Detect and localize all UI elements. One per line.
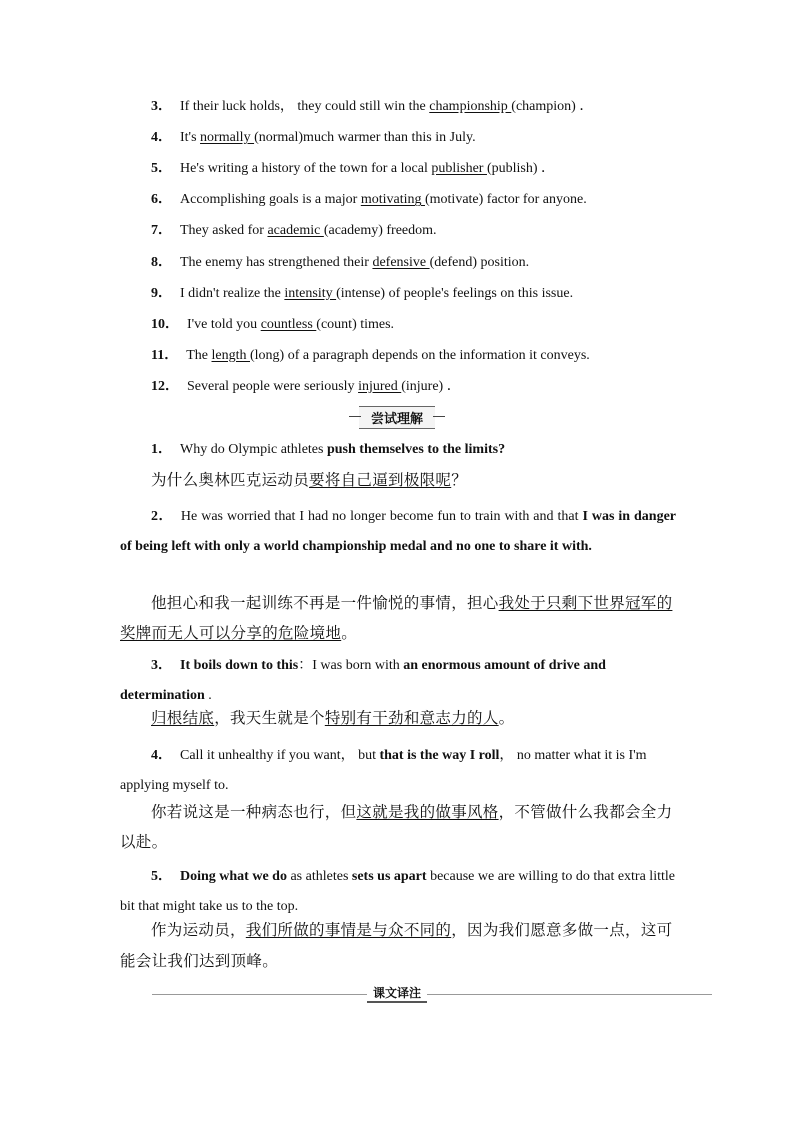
- key-phrase: that is the way I roll: [379, 748, 500, 763]
- translation-key-phrase: 归根结底: [151, 709, 215, 727]
- section-heading-label: 尝试理解: [359, 406, 435, 429]
- sentence-text: The enemy has strengthened their: [180, 254, 373, 270]
- answer-blank: academic: [267, 223, 324, 239]
- sentence-text: (champion) ．: [511, 99, 594, 114]
- sentence-text: The: [186, 347, 212, 363]
- item-number: 2．: [151, 509, 173, 524]
- sentence-text: Accomplishing goals is a major: [180, 192, 361, 208]
- item-number: 3．: [151, 658, 172, 673]
- translation-text: ，因为我们愿意多做一点，这可能会让我们达到顶峰。: [120, 921, 673, 970]
- vocab-item: [151, 284, 794, 304]
- item-number: 1．: [151, 442, 172, 457]
- answer-blank: defensive: [372, 254, 430, 270]
- vocab-item: [151, 253, 794, 273]
- understanding-item-1-en: [151, 440, 794, 460]
- vocab-item: [151, 315, 794, 335]
- item-number: 5．: [151, 869, 172, 884]
- understanding-item-3-en: [120, 651, 676, 711]
- item-number: 7．: [151, 223, 172, 239]
- vocab-item: [151, 190, 794, 210]
- translation-text: ？: [451, 471, 468, 489]
- translation-text: 为什么奥林匹克运动员: [151, 471, 310, 489]
- item-number: 12．: [151, 378, 179, 394]
- sentence-text: because we are willing to do that extra little bit that might take us to the top.: [120, 869, 675, 914]
- sentence-text: I didn't realize the: [180, 285, 285, 301]
- item-number: 10．: [151, 316, 179, 332]
- vocab-item: [151, 377, 794, 397]
- translation-key-phrase: 要将自己逼到极限呢: [309, 471, 452, 489]
- footer-heading-label: 课文译注: [367, 984, 427, 1003]
- vocab-item: [151, 159, 794, 179]
- section-heading: [0, 406, 794, 428]
- sentence-text: ， no matter what it is I'm applying myself to.: [120, 748, 647, 793]
- translation-text: ，不管做什么我都会全力以赴。: [120, 803, 673, 851]
- sentence-text: (motivate) factor for anyone.: [424, 192, 587, 208]
- key-phrase: I was in danger of being left with only a world championship medal and no one to share it with.: [120, 509, 677, 554]
- translation-key-phrase: 我们所做的事情是与众不同的: [245, 921, 452, 939]
- understanding-item-4-cn: [120, 797, 676, 857]
- answer-blank: publisher: [431, 161, 487, 177]
- item-number: 6．: [151, 192, 172, 208]
- item-number: 9．: [151, 285, 172, 301]
- key-phrase: an enormous amount of drive and determination: [120, 658, 606, 703]
- understanding-item-2-en: [120, 502, 676, 562]
- sentence-text: Why do Olympic athletes: [180, 442, 327, 457]
- translation-text: 他担心和我一起训练不再是一件愉悦的事情，担心: [151, 594, 499, 612]
- translation-text: 。: [341, 624, 358, 642]
- answer-blank: championship: [429, 99, 512, 114]
- translation-key-phrase: 这就是我的做事风格: [356, 803, 499, 821]
- translation-key-phrase: 特别有干劲和意志力的人: [324, 709, 499, 727]
- understanding-item-5-cn: [120, 915, 676, 977]
- understanding-item-2-cn: [120, 588, 676, 648]
- sentence-text: I've told you: [187, 316, 261, 332]
- key-phrase: push themselves to the limits?: [326, 442, 506, 457]
- understanding-item-4-en: [120, 741, 676, 801]
- understanding-item-5-en: [120, 862, 676, 922]
- sentence-text: .: [204, 688, 212, 703]
- sentence-text: He's writing a history of the town for a local: [180, 161, 432, 177]
- translation-text: 。: [498, 709, 515, 727]
- vocab-item: [151, 221, 794, 241]
- translation-text: 你若说这是一种病态也行，但: [151, 803, 357, 821]
- sentence-text: If their luck holds， they could still win the: [180, 99, 430, 114]
- vocab-item: [151, 97, 794, 117]
- answer-blank: normally: [200, 130, 255, 146]
- vocab-item: [151, 346, 794, 366]
- answer-blank: injured: [358, 378, 402, 394]
- sentence-text: (academy) freedom.: [323, 223, 437, 239]
- sentence-text: ：I was born with: [298, 658, 404, 673]
- understanding-item-1-cn: [151, 470, 794, 490]
- answer-blank: intensity: [284, 285, 337, 301]
- understanding-item-3-cn: [151, 708, 794, 728]
- sentence-text: Several people were seriously: [187, 378, 359, 394]
- sentence-text: He was worried that I had no longer become fun to train with and that: [180, 509, 583, 524]
- sentence-text: (normal)much warmer than this in July.: [254, 130, 476, 146]
- answer-blank: length: [211, 347, 250, 363]
- key-phrase: It boils down to this: [180, 658, 299, 673]
- sentence-text: (intense) of people's feelings on this issue.: [336, 285, 574, 301]
- answer-blank: motivating: [360, 192, 425, 208]
- sentence-text: Call it unhealthy if you want， but: [180, 748, 380, 763]
- key-phrase: sets us apart: [351, 869, 427, 884]
- item-number: 11．: [151, 347, 179, 363]
- item-number: 3．: [151, 99, 172, 114]
- answer-blank: countless: [260, 316, 317, 332]
- sentence-text: as athletes: [286, 869, 352, 884]
- sentence-text: (long) of a paragraph depends on the information it conveys.: [250, 347, 590, 363]
- vocab-item: [151, 128, 794, 148]
- item-number: 5．: [151, 161, 172, 177]
- sentence-text: (publish) ．: [486, 161, 556, 177]
- key-phrase: Doing what we do: [180, 869, 287, 884]
- sentence-text: (defend) position.: [429, 254, 530, 270]
- footer-heading: [0, 982, 794, 1003]
- translation-text: ，我天生就是个: [214, 709, 325, 727]
- item-number: 4．: [151, 130, 172, 146]
- translation-text: 作为运动员，: [151, 921, 246, 939]
- sentence-text: (injure) ．: [401, 378, 461, 394]
- sentence-text: They asked for: [180, 223, 268, 239]
- translation-key-phrase: 我处于只剩下世界冠军的奖牌而无人可以分享的危险境地: [120, 594, 673, 642]
- sentence-text: (count) times.: [316, 316, 395, 332]
- item-number: 8．: [151, 254, 172, 270]
- item-number: 4．: [151, 748, 172, 763]
- sentence-text: It's: [180, 130, 201, 146]
